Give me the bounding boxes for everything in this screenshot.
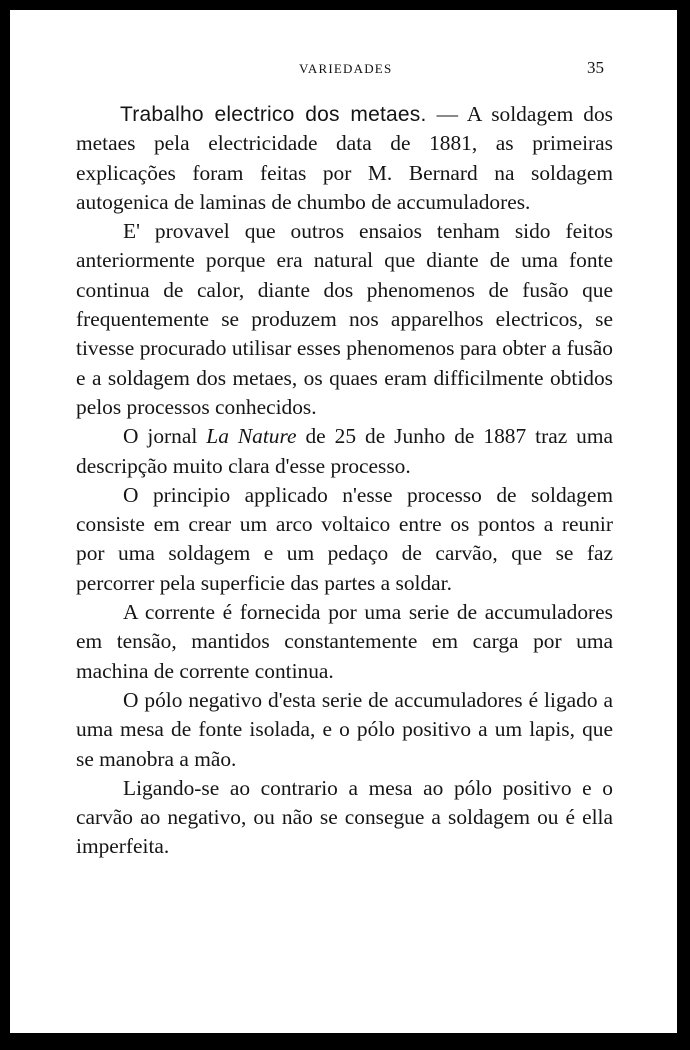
- paragraph-3-before: O jornal: [123, 424, 207, 449]
- paragraph-7: Ligando-se ao contrario a mesa ao pólo positivo e o carvão ao negativo, ou não se consegue a soldagem ou é ella imperfeita.: [76, 775, 613, 859]
- article-title: Trabalho electrico dos metaes.: [120, 103, 427, 126]
- paragraph-2: E' provavel que outros ensaios tenham sido feitos anteriormente porque era natural que diante de uma fonte continua de calor, diante dos phenomenos de fusão que frequentemente se produzem nos apparelhos electricos, se tivesse procurado utilisar esses phenomenos para obter a fusão e a soldagem dos metaes, os quaes eram difficilmente obtidos pelos processos conhecidos.: [76, 219, 613, 419]
- paragraph-3: [76, 422, 613, 481]
- running-head: VARIEDADES: [299, 61, 393, 76]
- paragraph-1: [76, 100, 613, 217]
- journal-name: La Nature: [206, 424, 297, 449]
- paragraph-6: O pólo negativo d'esta serie de accumuladores é ligado a uma mesa de fonte isolada, e o pólo positivo a um lapis, que se manobra a mão.: [76, 687, 613, 771]
- paragraph-1-text: — A soldagem dos metaes pela electricidade data de 1881, as primeiras explicações foram feitas por M. Bernard na soldagem autogenica de laminas de chumbo de accumuladores.: [76, 102, 613, 214]
- article-body: [76, 100, 613, 862]
- paragraph-5: A corrente é fornecida por uma serie de accumuladores em tensão, mantidos constantemente em carga por uma machina de corrente continua.: [76, 600, 613, 683]
- paragraph-3-after: de 25 de Junho de 1887 traz uma descripção muito clara d'esse processo.: [76, 424, 613, 478]
- paragraph-4: O principio applicado n'esse processo de soldagem consiste em crear um arco voltaico entre os pontos a reunir por uma soldagem e um pedaço de carvão, que se faz percorrer pela superficie das partes a soldar.: [76, 482, 613, 595]
- book-page: [10, 10, 677, 1033]
- page-header: [10, 58, 677, 82]
- page-number: 35: [587, 58, 604, 77]
